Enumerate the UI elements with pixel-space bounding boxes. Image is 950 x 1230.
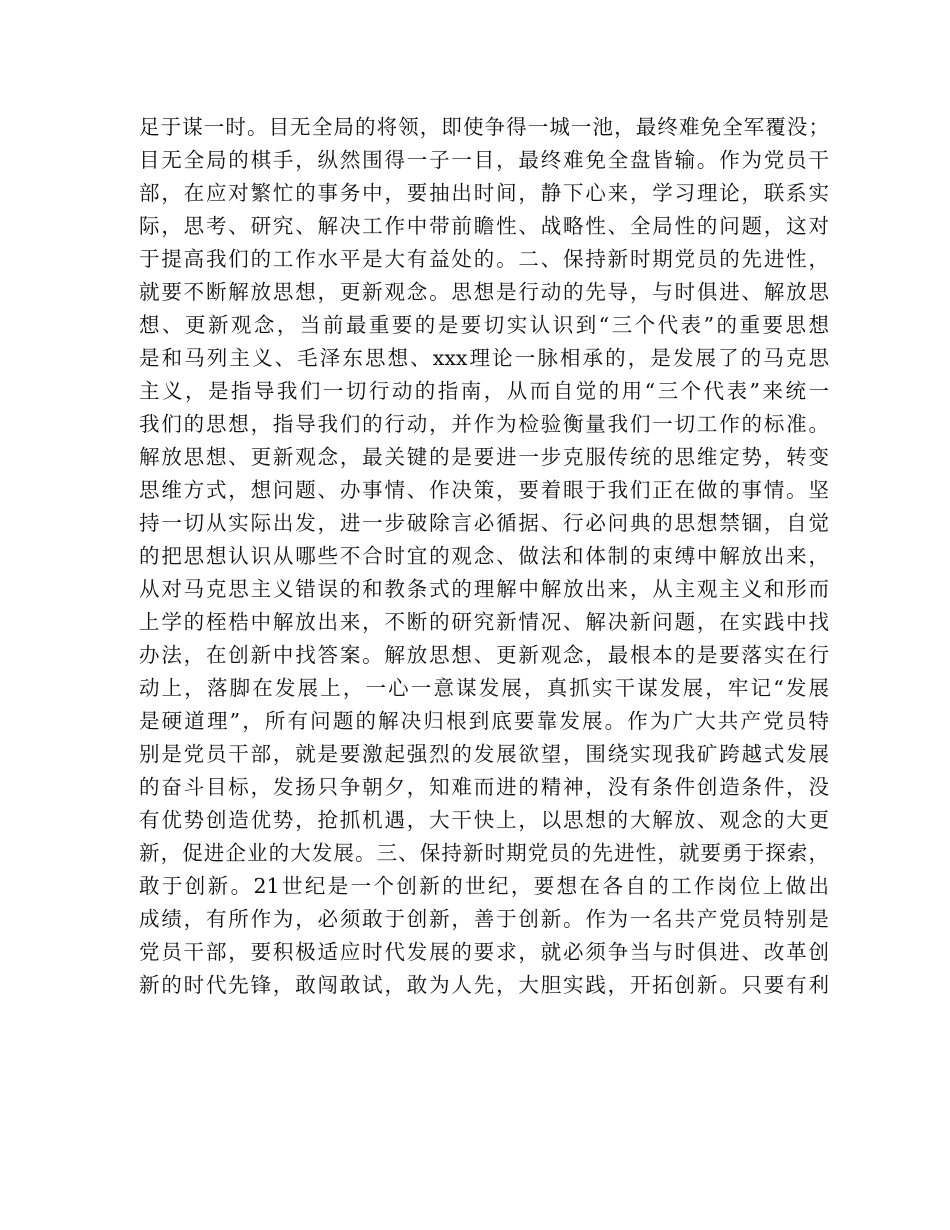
text-line-25: 成绩，有所作为，必须敢于创新，善于创新。作为一名共产党员特别是 bbox=[139, 907, 829, 931]
text-line-20: 别是党员干部，就是要激起强烈的发展欲望，围绕实现我矿跨越式发展 bbox=[139, 742, 829, 766]
text-line-5: 于提高我们的工作水平是大有益处的。二、保持新时期党员的先进性， bbox=[139, 247, 829, 271]
body-text bbox=[139, 111, 829, 1002]
text-line-14: 的把思想认识从哪些不合时宜的观念、做法和体制的束缚中解放出来， bbox=[139, 544, 829, 568]
text-line-10: 我们的思想，指导我们的行动，并作为检验衡量我们一切工作的标准。 bbox=[139, 412, 829, 436]
text-line-1: 足于谋一时。目无全局的将领，即使争得一城一池，最终难免全军覆没； bbox=[139, 115, 829, 139]
text-line-21: 的奋斗目标，发扬只争朝夕，知难而进的精神，没有条件创造条件，没 bbox=[139, 775, 829, 799]
text-line-2: 目无全局的棋手，纵然围得一子一目，最终难免全盘皆输。作为党员干 bbox=[139, 148, 829, 172]
text-line-3: 部，在应对繁忙的事务中，要抽出时间，静下心来，学习理论，联系实 bbox=[139, 181, 829, 205]
text-line-24: 敢于创新。21世纪是一个创新的世纪，要想在各自的工作岗位上做出 bbox=[139, 874, 829, 898]
text-line-15: 从对马克思主义错误的和教条式的理解中解放出来，从主观主义和形而 bbox=[139, 577, 829, 601]
text-line-8: 是和马列主义、毛泽东思想、xxx理论一脉相承的，是发展了的马克思 bbox=[139, 346, 829, 370]
text-line-19: 是硬道理”，所有问题的解决归根到底要靠发展。作为广大共产党员特 bbox=[139, 709, 829, 733]
text-line-6: 就要不断解放思想，更新观念。思想是行动的先导，与时俱进、解放思 bbox=[139, 280, 829, 304]
text-line-18: 动上，落脚在发展上，一心一意谋发展，真抓实干谋发展，牢记“发展 bbox=[139, 676, 829, 700]
text-line-27: 新的时代先锋，敢闯敢试，敢为人先，大胆实践，开拓创新。只要有利 bbox=[139, 973, 829, 997]
text-line-22: 有优势创造优势，抢抓机遇，大干快上，以思想的大解放、观念的大更 bbox=[139, 808, 829, 832]
text-line-11: 解放思想、更新观念，最关键的是要进一步克服传统的思维定势，转变 bbox=[139, 445, 829, 469]
text-line-16: 上学的桎梏中解放出来，不断的研究新情况、解决新问题，在实践中找 bbox=[139, 610, 829, 634]
text-line-26: 党员干部，要积极适应时代发展的要求，就必须争当与时俱进、改革创 bbox=[139, 940, 829, 964]
text-line-17: 办法，在创新中找答案。解放思想、更新观念，最根本的是要落实在行 bbox=[139, 643, 829, 667]
text-line-4: 际，思考、研究、解决工作中带前瞻性、战略性、全局性的问题，这对 bbox=[139, 214, 829, 238]
text-line-9: 主义，是指导我们一切行动的指南，从而自觉的用“三个代表”来统一 bbox=[139, 379, 829, 403]
text-line-13: 持一切从实际出发，进一步破除言必循据、行必问典的思想禁锢，自觉 bbox=[139, 511, 829, 535]
text-line-12: 思维方式，想问题、办事情、作决策，要着眼于我们正在做的事情。坚 bbox=[139, 478, 829, 502]
text-line-7: 想、更新观念，当前最重要的是要切实认识到“三个代表”的重要思想 bbox=[139, 313, 829, 337]
text-line-23: 新，促进企业的大发展。三、保持新时期党员的先进性，就要勇于探索， bbox=[139, 841, 829, 865]
